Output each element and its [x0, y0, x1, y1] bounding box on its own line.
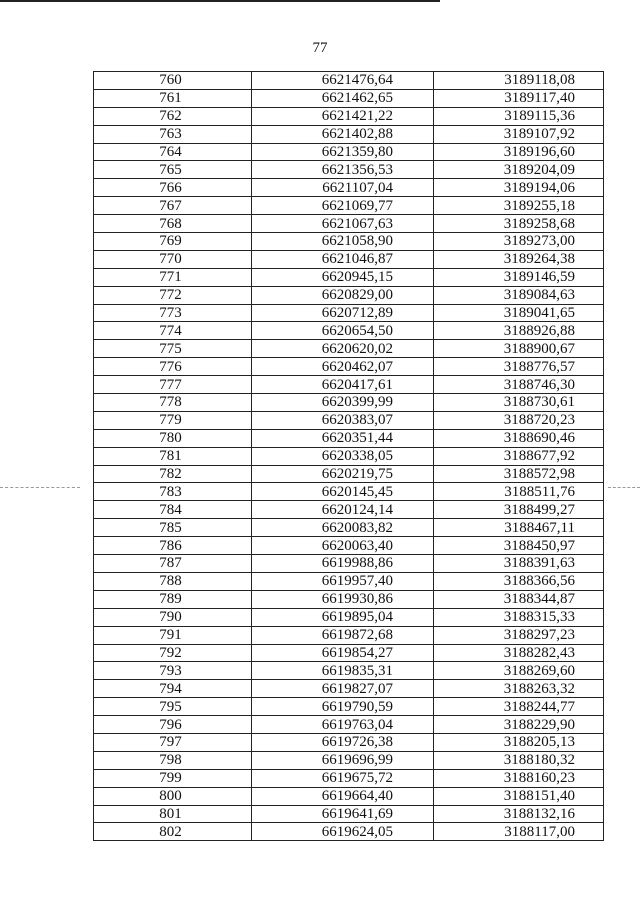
point-number-cell: 774 — [94, 322, 252, 340]
table-row — [94, 519, 604, 537]
y-coordinate-cell: 3188297,23 — [434, 626, 604, 644]
y-coordinate-cell: 3188926,88 — [434, 322, 604, 340]
y-coordinate-cell: 3188315,33 — [434, 608, 604, 626]
x-coordinate-cell: 6619624,05 — [252, 823, 434, 841]
y-coordinate-cell: 3188180,32 — [434, 751, 604, 769]
x-coordinate-cell: 6621462,65 — [252, 89, 434, 107]
y-coordinate-cell: 3189115,36 — [434, 107, 604, 125]
table-row — [94, 787, 604, 805]
point-number-cell: 771 — [94, 268, 252, 286]
point-number-cell: 793 — [94, 662, 252, 680]
x-coordinate-cell: 6620945,15 — [252, 268, 434, 286]
table-row — [94, 72, 604, 90]
x-coordinate-cell: 6621046,87 — [252, 250, 434, 268]
x-coordinate-cell: 6620829,00 — [252, 286, 434, 304]
table-row — [94, 197, 604, 215]
table-body — [94, 72, 604, 841]
table-row — [94, 644, 604, 662]
x-coordinate-cell: 6620063,40 — [252, 537, 434, 555]
point-number-cell: 780 — [94, 429, 252, 447]
x-coordinate-cell: 6621067,63 — [252, 215, 434, 233]
y-coordinate-cell: 3188450,97 — [434, 537, 604, 555]
y-coordinate-cell: 3188205,13 — [434, 733, 604, 751]
point-number-cell: 799 — [94, 769, 252, 787]
point-number-cell: 781 — [94, 447, 252, 465]
table-row — [94, 107, 604, 125]
y-coordinate-cell: 3188160,23 — [434, 769, 604, 787]
y-coordinate-cell: 3188282,43 — [434, 644, 604, 662]
table-row — [94, 215, 604, 233]
x-coordinate-cell: 6619835,31 — [252, 662, 434, 680]
table-row — [94, 161, 604, 179]
table-row — [94, 286, 604, 304]
point-number-cell: 767 — [94, 197, 252, 215]
point-number-cell: 764 — [94, 143, 252, 161]
point-number-cell: 763 — [94, 125, 252, 143]
point-number-cell: 797 — [94, 733, 252, 751]
table-row — [94, 358, 604, 376]
table-row — [94, 823, 604, 841]
point-number-cell: 778 — [94, 394, 252, 412]
y-coordinate-cell: 3188511,76 — [434, 483, 604, 501]
table-row — [94, 626, 604, 644]
table-row — [94, 394, 604, 412]
table-row — [94, 751, 604, 769]
table-row — [94, 143, 604, 161]
x-coordinate-cell: 6621356,53 — [252, 161, 434, 179]
y-coordinate-cell: 3189194,06 — [434, 179, 604, 197]
y-coordinate-cell: 3188776,57 — [434, 358, 604, 376]
y-coordinate-cell: 3188467,11 — [434, 519, 604, 537]
x-coordinate-cell: 6619895,04 — [252, 608, 434, 626]
table-row — [94, 125, 604, 143]
x-coordinate-cell: 6619664,40 — [252, 787, 434, 805]
x-coordinate-cell: 6619726,38 — [252, 733, 434, 751]
table-row — [94, 179, 604, 197]
x-coordinate-cell: 6620124,14 — [252, 501, 434, 519]
point-number-cell: 779 — [94, 411, 252, 429]
y-coordinate-cell: 3189204,09 — [434, 161, 604, 179]
point-number-cell: 795 — [94, 698, 252, 716]
table-row — [94, 429, 604, 447]
table-row — [94, 447, 604, 465]
y-coordinate-cell: 3188132,16 — [434, 805, 604, 823]
x-coordinate-cell: 6620620,02 — [252, 340, 434, 358]
y-coordinate-cell: 3188117,00 — [434, 823, 604, 841]
x-coordinate-cell: 6621402,88 — [252, 125, 434, 143]
table-row — [94, 733, 604, 751]
table-row — [94, 376, 604, 394]
point-number-cell: 784 — [94, 501, 252, 519]
y-coordinate-cell: 3189146,59 — [434, 268, 604, 286]
y-coordinate-cell: 3188720,23 — [434, 411, 604, 429]
point-number-cell: 802 — [94, 823, 252, 841]
x-coordinate-cell: 6620351,44 — [252, 429, 434, 447]
y-coordinate-cell: 3189273,00 — [434, 233, 604, 251]
x-coordinate-cell: 6619696,99 — [252, 751, 434, 769]
table-row — [94, 483, 604, 501]
point-number-cell: 772 — [94, 286, 252, 304]
point-number-cell: 788 — [94, 572, 252, 590]
x-coordinate-cell: 6619790,59 — [252, 698, 434, 716]
table-row — [94, 680, 604, 698]
x-coordinate-cell: 6620399,99 — [252, 394, 434, 412]
y-coordinate-cell: 3188229,90 — [434, 716, 604, 734]
right-margin-mark — [608, 487, 640, 489]
y-coordinate-cell: 3188269,60 — [434, 662, 604, 680]
table-row — [94, 805, 604, 823]
table-row — [94, 250, 604, 268]
y-coordinate-cell: 3189117,40 — [434, 89, 604, 107]
x-coordinate-cell: 6619988,86 — [252, 555, 434, 573]
table-row — [94, 769, 604, 787]
point-number-cell: 765 — [94, 161, 252, 179]
table-row — [94, 537, 604, 555]
x-coordinate-cell: 6620219,75 — [252, 465, 434, 483]
table-row — [94, 322, 604, 340]
x-coordinate-cell: 6619957,40 — [252, 572, 434, 590]
point-number-cell: 782 — [94, 465, 252, 483]
x-coordinate-cell: 6619827,07 — [252, 680, 434, 698]
y-coordinate-cell: 3188391,63 — [434, 555, 604, 573]
page-number: 77 — [312, 40, 328, 56]
y-coordinate-cell: 3188730,61 — [434, 394, 604, 412]
y-coordinate-cell: 3189255,18 — [434, 197, 604, 215]
x-coordinate-cell: 6620145,45 — [252, 483, 434, 501]
y-coordinate-cell: 3189084,63 — [434, 286, 604, 304]
x-coordinate-cell: 6621476,64 — [252, 72, 434, 90]
table-row — [94, 698, 604, 716]
x-coordinate-cell: 6621359,80 — [252, 143, 434, 161]
x-coordinate-cell: 6620712,89 — [252, 304, 434, 322]
point-number-cell: 768 — [94, 215, 252, 233]
top-rule — [0, 0, 440, 2]
y-coordinate-cell: 3188746,30 — [434, 376, 604, 394]
y-coordinate-cell: 3189196,60 — [434, 143, 604, 161]
table-row — [94, 716, 604, 734]
point-number-cell: 796 — [94, 716, 252, 734]
y-coordinate-cell: 3188690,46 — [434, 429, 604, 447]
y-coordinate-cell: 3188572,98 — [434, 465, 604, 483]
y-coordinate-cell: 3189107,92 — [434, 125, 604, 143]
point-number-cell: 770 — [94, 250, 252, 268]
point-number-cell: 800 — [94, 787, 252, 805]
table-row — [94, 89, 604, 107]
left-margin-mark — [0, 487, 80, 489]
y-coordinate-cell: 3188151,40 — [434, 787, 604, 805]
point-number-cell: 769 — [94, 233, 252, 251]
point-number-cell: 786 — [94, 537, 252, 555]
point-number-cell: 775 — [94, 340, 252, 358]
x-coordinate-cell: 6619854,27 — [252, 644, 434, 662]
table-row — [94, 590, 604, 608]
y-coordinate-cell: 3188366,56 — [434, 572, 604, 590]
x-coordinate-cell: 6620654,50 — [252, 322, 434, 340]
x-coordinate-cell: 6619763,04 — [252, 716, 434, 734]
table-row — [94, 555, 604, 573]
point-number-cell: 785 — [94, 519, 252, 537]
x-coordinate-cell: 6621069,77 — [252, 197, 434, 215]
table-row — [94, 662, 604, 680]
point-number-cell: 760 — [94, 72, 252, 90]
point-number-cell: 766 — [94, 179, 252, 197]
y-coordinate-cell: 3189264,38 — [434, 250, 604, 268]
point-number-cell: 762 — [94, 107, 252, 125]
x-coordinate-cell: 6619641,69 — [252, 805, 434, 823]
x-coordinate-cell: 6619930,86 — [252, 590, 434, 608]
x-coordinate-cell: 6621107,04 — [252, 179, 434, 197]
y-coordinate-cell: 3188677,92 — [434, 447, 604, 465]
y-coordinate-cell: 3189041,65 — [434, 304, 604, 322]
point-number-cell: 776 — [94, 358, 252, 376]
point-number-cell: 761 — [94, 89, 252, 107]
y-coordinate-cell: 3189258,68 — [434, 215, 604, 233]
x-coordinate-cell: 6620338,05 — [252, 447, 434, 465]
y-coordinate-cell: 3188244,77 — [434, 698, 604, 716]
y-coordinate-cell: 3188499,27 — [434, 501, 604, 519]
point-number-cell: 777 — [94, 376, 252, 394]
y-coordinate-cell: 3188344,87 — [434, 590, 604, 608]
x-coordinate-cell: 6619872,68 — [252, 626, 434, 644]
x-coordinate-cell: 6620083,82 — [252, 519, 434, 537]
x-coordinate-cell: 6621058,90 — [252, 233, 434, 251]
table-row — [94, 501, 604, 519]
x-coordinate-cell: 6620383,07 — [252, 411, 434, 429]
y-coordinate-cell: 3189118,08 — [434, 72, 604, 90]
table-row — [94, 304, 604, 322]
x-coordinate-cell: 6619675,72 — [252, 769, 434, 787]
point-number-cell: 791 — [94, 626, 252, 644]
point-number-cell: 792 — [94, 644, 252, 662]
y-coordinate-cell: 3188900,67 — [434, 340, 604, 358]
x-coordinate-cell: 6620462,07 — [252, 358, 434, 376]
table-row — [94, 268, 604, 286]
point-number-cell: 787 — [94, 555, 252, 573]
point-number-cell: 789 — [94, 590, 252, 608]
table-row — [94, 465, 604, 483]
table-row — [94, 340, 604, 358]
point-number-cell: 794 — [94, 680, 252, 698]
point-number-cell: 798 — [94, 751, 252, 769]
table-row — [94, 411, 604, 429]
table-row — [94, 233, 604, 251]
point-number-cell: 773 — [94, 304, 252, 322]
y-coordinate-cell: 3188263,32 — [434, 680, 604, 698]
point-number-cell: 801 — [94, 805, 252, 823]
x-coordinate-cell: 6621421,22 — [252, 107, 434, 125]
point-number-cell: 783 — [94, 483, 252, 501]
table-row — [94, 572, 604, 590]
point-number-cell: 790 — [94, 608, 252, 626]
table-row — [94, 608, 604, 626]
coordinates-table — [93, 71, 604, 841]
x-coordinate-cell: 6620417,61 — [252, 376, 434, 394]
